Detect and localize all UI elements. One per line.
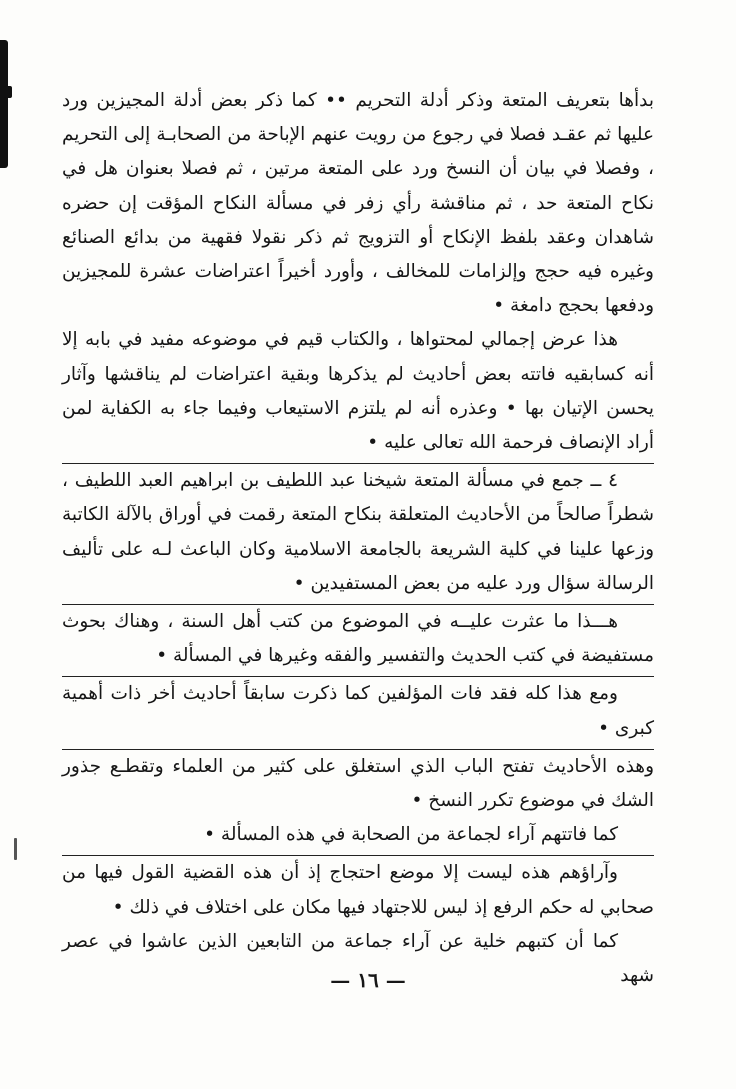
paragraph: وهذه الأحاديث تفتح الباب الذي استغلق على كثير من العلماء وتقطـع جذور الشك في موضوع تكرر النسخ • — [62, 749, 654, 818]
binding-edge-mark — [0, 40, 8, 168]
paragraph: ٤ ــ جمع في مسألة المتعة شيخنا عبد اللطيف بن ابراهيم العبد اللطيف ، شطراً صالحاً من الأحاديث المتعلقة بنكاح المتعة رقمت في أوراق بالآلة الكاتبة وزعها علينا في كلية الشريعة بالجامعة الاسلامية وكان الباعث لـه على تأليف الرسالة سؤال ورد عليه من بعض المستفيدين • — [62, 463, 654, 601]
paragraph: بدأها بتعريف المتعة وذكر أدلة التحريم •• كما ذكر بعض أدلة المجيزين ورد عليها ثم عقـد فصلا في رجوع من رويت عنهم الإباحة من الصحابـة إلى التحريم ، وفصلا في بيان أن النسخ ورد على المتعة مرتين ، ثم فصلا بعنوان هل في نكاح المتعة حد ، ثم مناقشة رأي زفر في مسألة النكاح المؤقت إن حضره شاهدان وعقد بلفظ الإنكاح أو التزويج ثم ذكر نقولا فقهية من بدائع الصنائع وغيره فيه حجج وإلزامات للمخالف ، وأورد أخيراً اعتراضات عشرة للمجيزين ودفعها بحجج دامغة • — [62, 90, 654, 317]
paragraph: كما أن كتبهم خلية عن آراء جماعة من التابعين الذين عاشوا في عصر شهد — [62, 930, 654, 987]
binding-edge-notch — [4, 86, 12, 98]
body-text — [62, 84, 654, 993]
paragraph: كما فاتتهم آراء لجماعة من الصحابة في هذه المسألة • — [204, 824, 618, 846]
scan-fleck — [14, 838, 17, 860]
paragraph: ومع هذا كله فقد فات المؤلفين كما ذكرت سابقاً أحاديث أخر ذات أهمية كبرى • — [62, 676, 654, 745]
paragraph: وآراؤهم هذه ليست إلا موضع احتجاج إذ أن هذه القضية القول فيها من صحابي له حكم الرفع إذ ليس للاجتهاد فيها مكان على اختلاف في ذلك • — [62, 855, 654, 924]
page-number: — ١٦ — — [330, 968, 406, 992]
paragraph: هـــذا ما عثرت عليــه في الموضوع من كتب أهل السنة ، وهناك بحوث مستفيضة في كتب الحديث والتفسير والفقه وغيرها في المسألة • — [62, 604, 654, 673]
paragraph: هذا عرض إجمالي لمحتواها ، والكتاب قيم في موضوعه مفيد في بابه إلا أنه كسابقيه فاتته بعض أحاديث لم يذكرها وبقية اعتراضات لم يناقشها وآثار يحسن الإتيان بها • وعذره أنه لم يلتزم الاستيعاب وفيما جاء به الكفاية لمن أراد الإنصاف فرحمة الله تعالى عليه • — [62, 329, 654, 454]
